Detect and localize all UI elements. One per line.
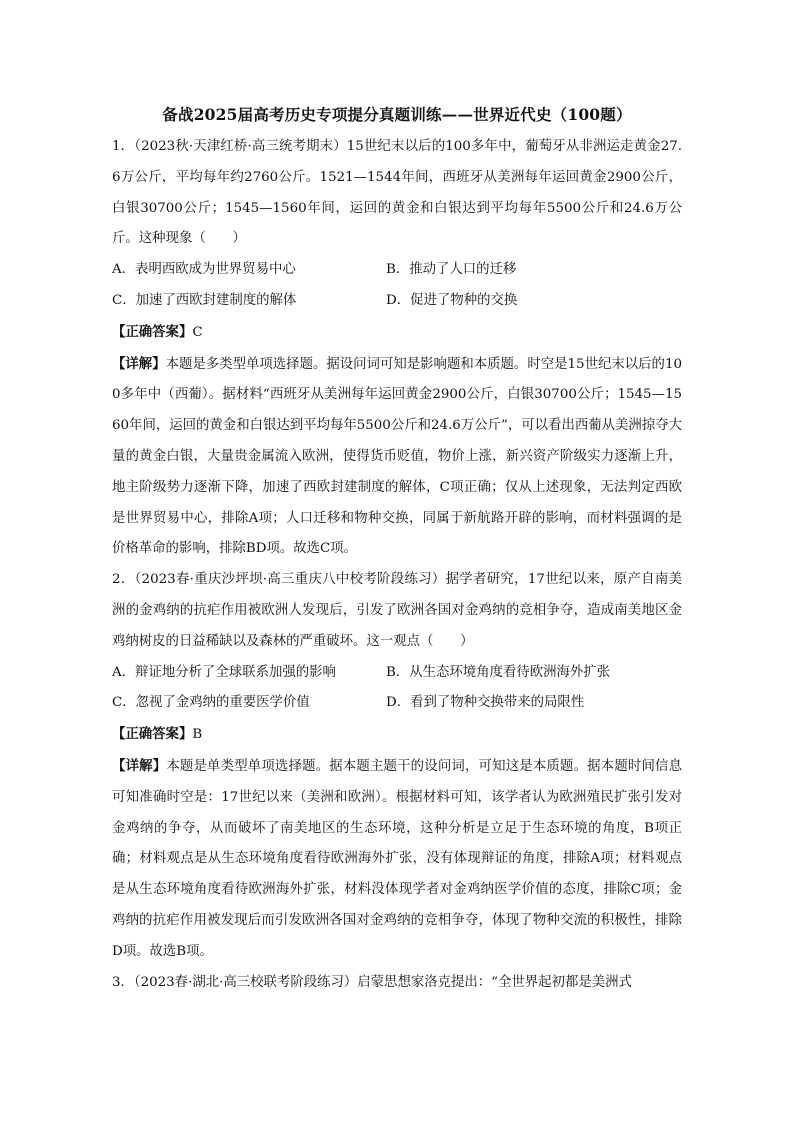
document-page <box>112 100 682 998</box>
explanation <box>112 751 682 968</box>
document-title: 备战2025届高考历史专项提分真题训练——世界近代史（100题） <box>162 105 632 124</box>
answer-value: C <box>192 324 203 340</box>
answer-line <box>112 719 682 751</box>
answer-label: 【正确答案】 <box>112 726 193 743</box>
explanation-label: 【详解】 <box>112 757 167 774</box>
option-a: A．辩证地分析了全球联系加强的影响 <box>112 664 336 680</box>
option-d: D．看到了物种交换带来的局限性 <box>386 695 585 711</box>
explanation <box>112 349 682 566</box>
question-stem: 3．（2023春·湖北·高三校联考阶段练习）启蒙思想家洛克提出：“全世界起初都是美洲式 <box>112 974 632 990</box>
question-1 <box>112 132 682 565</box>
answer-label: 【正确答案】 <box>112 323 193 340</box>
option-b: B．推动了人口的迁移 <box>386 262 517 278</box>
explanation-text: 本题是单类型单项选择题。据本题主题干的设问词，可知这是本质题。据本题时间信息可知准确时空是：17世纪以来（美洲和欧洲）。根据材料可知，该学者认为欧洲殖民扩张引发对金鸡纳的争夺，从而破坏了南美地区的生态环境，这种分析是立足于生态环境的角度，B项正确；材料观点是从生态环境角度看待欧洲海外扩张，没有体现辩证的角度，排除A项；材料观点是从生态环境角度看待欧洲海外扩张，材料没体现学者对金鸡纳医学价值的态度，排除C项；金鸡纳的抗疟作用被发现后而引发欧洲各国对金鸡纳的竞相争夺，体现了物种交流的积极性，排除D项。故选B项。 <box>112 758 683 959</box>
question-options <box>112 658 682 720</box>
answer-value: B <box>192 727 203 743</box>
answer-line <box>112 317 682 349</box>
question-3 <box>112 968 682 999</box>
question-options <box>112 255 682 317</box>
option-a: A．表明西欧成为世界贸易中心 <box>112 262 296 278</box>
explanation-text: 本题是多类型单项选择题。据设问词可知是影响题和本质题。时空是15世纪末以后的100多年中（西葡）。据材料“西班牙从美洲每年运回黄金2900公斤，白银30700公斤；1545—1560年间，运回的黄金和白银达到平均每年5500公斤和24.6万公斤”，可以看出西葡从美洲掠夺大量的黄金白银，大量贵金属流入欧洲，使得货币贬值，物价上涨，新兴资产阶级实力逐渐上升，地主阶级势力逐渐下降，加速了西欧封建制度的解体，C项正确；仅从上述现象，无法判定西欧是世界贸易中心，排除A项；人口迁移和物种交换，同属于新航路开辟的影响，而材料强调的是价格革命的影响，排除BD项。故选C项。 <box>112 356 682 557</box>
explanation-label: 【详解】 <box>112 355 166 372</box>
option-c: C．加速了西欧封建制度的解体 <box>112 292 297 308</box>
option-d: D．促进了物种的交换 <box>386 292 518 308</box>
question-2 <box>112 565 682 967</box>
option-c: C．忽视了金鸡纳的重要医学价值 <box>112 695 310 711</box>
question-stem: 2．（2023春·重庆沙坪坝·高三重庆八中校考阶段练习）据学者研究，17世纪以来，原产自南美洲的金鸡纳的抗疟作用被欧洲人发现后，引发了欧洲各国对金鸡纳的竞相争夺，造成南美地区金鸡纳树皮的日益稀缺以及森林的严重破坏。这一观点（ ） <box>112 572 682 649</box>
option-b: B．从生态环境角度看待欧洲海外扩张 <box>386 664 611 680</box>
question-stem: 1．（2023秋·天津红桥·高三统考期末）15世纪末以后的100多年中，葡萄牙从非洲运走黄金27.6万公斤，平均每年约2760公斤。1521—1544年间，西班牙从美洲每年运回黄金2900公斤，白银30700公斤；1545—1560年间，运回的黄金和白银达到平均每年5500公斤和24.6万公斤。这种现象（ ） <box>112 139 682 247</box>
